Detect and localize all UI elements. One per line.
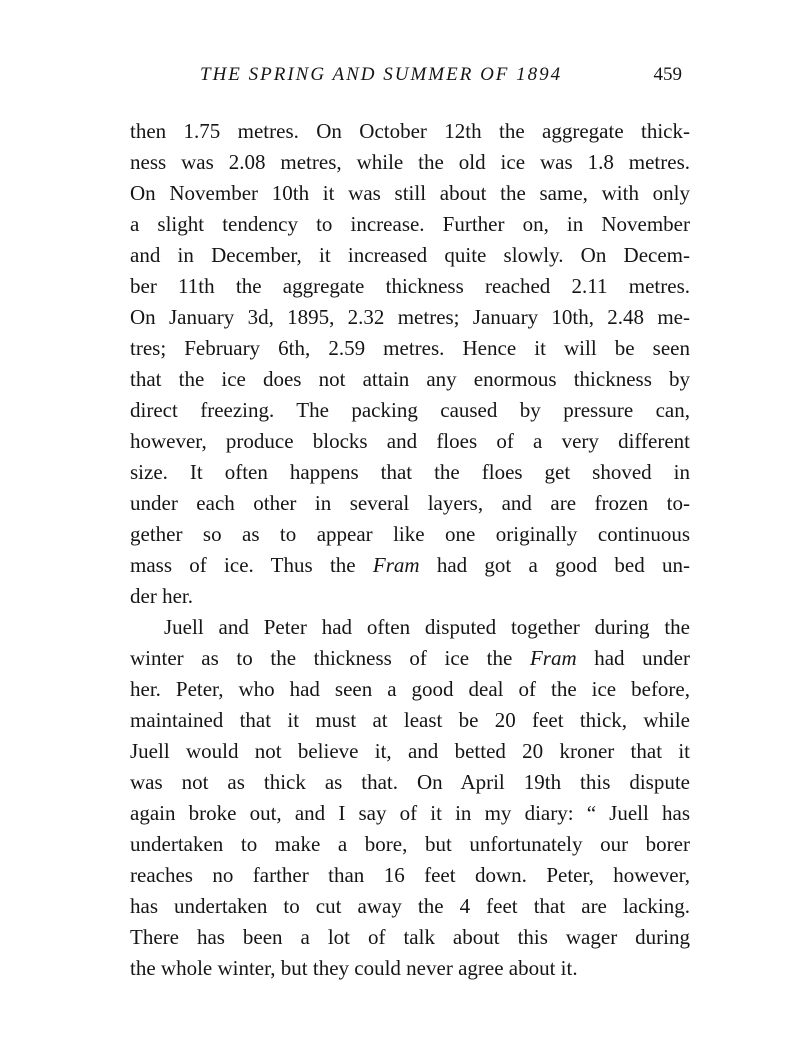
- text-line: [130, 829, 690, 860]
- text-line: [130, 240, 690, 271]
- line-text: On November 10th it was still about the same, with only: [130, 181, 690, 205]
- paragraph: [130, 612, 690, 984]
- line-text: ness was 2.08 metres, while the old ice was 1.8 metres.: [130, 150, 690, 174]
- text-line: [130, 643, 690, 674]
- line-text: There has been a lot of talk about this wager during: [130, 925, 690, 949]
- line-text: the whole winter, but they could never agree about it.: [130, 956, 578, 980]
- page-number: 459: [653, 64, 682, 85]
- text-line: [130, 333, 690, 364]
- line-text: der her.: [130, 584, 193, 608]
- text-line: [130, 488, 690, 519]
- text-line: [130, 364, 690, 395]
- text-line: [130, 209, 690, 240]
- line-text: On January 3d, 1895, 2.32 metres; January 10th, 2.48 me-: [130, 305, 690, 329]
- text-line: [130, 271, 690, 302]
- text-line: [130, 457, 690, 488]
- line-text: direct freezing. The packing caused by pressure can,: [130, 398, 690, 422]
- line-text: however, produce blocks and floes of a very different: [130, 429, 690, 453]
- line-text: winter as to the thickness of ice the: [130, 646, 530, 670]
- text-line: [130, 891, 690, 922]
- line-text: under each other in several layers, and are frozen to-: [130, 491, 690, 515]
- text-line: [130, 581, 690, 612]
- line-text: then 1.75 metres. On October 12th the aggregate thick-: [130, 119, 690, 143]
- text-line: [130, 674, 690, 705]
- line-text: has undertaken to cut away the 4 feet that are lacking.: [130, 894, 690, 918]
- line-text: again broke out, and I say of it in my diary: “ Juell has: [130, 801, 690, 825]
- line-text: gether so as to appear like one originally continuous: [130, 522, 690, 546]
- line-text: had got a good bed un-: [419, 553, 690, 577]
- line-text: Juell and Peter had often disputed together during the: [164, 615, 690, 639]
- text-line: [130, 922, 690, 953]
- ship-name: Fram: [529, 646, 577, 670]
- text-line: [130, 736, 690, 767]
- ship-name: Fram: [372, 553, 420, 577]
- line-text: a slight tendency to increase. Further on, in November: [130, 212, 690, 236]
- text-line: [130, 953, 690, 984]
- line-text: and in December, it increased quite slowly. On Decem-: [130, 243, 690, 267]
- running-title: THE SPRING AND SUMMER OF 1894: [200, 64, 563, 85]
- body-text: [130, 116, 690, 984]
- text-line: [130, 550, 690, 581]
- line-text: maintained that it must at least be 20 feet thick, while: [130, 708, 690, 732]
- line-text: mass of ice. Thus the: [130, 553, 373, 577]
- text-line: [130, 426, 690, 457]
- text-line: [130, 705, 690, 736]
- text-line: [130, 147, 690, 178]
- line-text: reaches no farther than 16 feet down. Peter, however,: [130, 863, 690, 887]
- line-text: had under: [576, 646, 690, 670]
- running-head: [130, 64, 690, 92]
- text-line: [130, 178, 690, 209]
- text-line: [130, 798, 690, 829]
- text-line: [130, 860, 690, 891]
- text-line: [130, 519, 690, 550]
- text-line: [130, 395, 690, 426]
- line-text: that the ice does not attain any enormous thickness by: [130, 367, 690, 391]
- line-text: Juell would not believe it, and betted 20 kroner that it: [130, 739, 690, 763]
- line-text: ber 11th the aggregate thickness reached 2.11 metres.: [130, 274, 690, 298]
- text-line: [130, 116, 690, 147]
- text-line: [130, 767, 690, 798]
- paragraph: [130, 116, 690, 612]
- text-line: [130, 612, 690, 643]
- line-text: her. Peter, who had seen a good deal of the ice before,: [130, 677, 690, 701]
- line-text: tres; February 6th, 2.59 metres. Hence it will be seen: [130, 336, 690, 360]
- text-line: [130, 302, 690, 333]
- line-text: size. It often happens that the floes get shoved in: [130, 460, 690, 484]
- line-text: undertaken to make a bore, but unfortunately our borer: [130, 832, 690, 856]
- line-text: was not as thick as that. On April 19th this dispute: [130, 770, 690, 794]
